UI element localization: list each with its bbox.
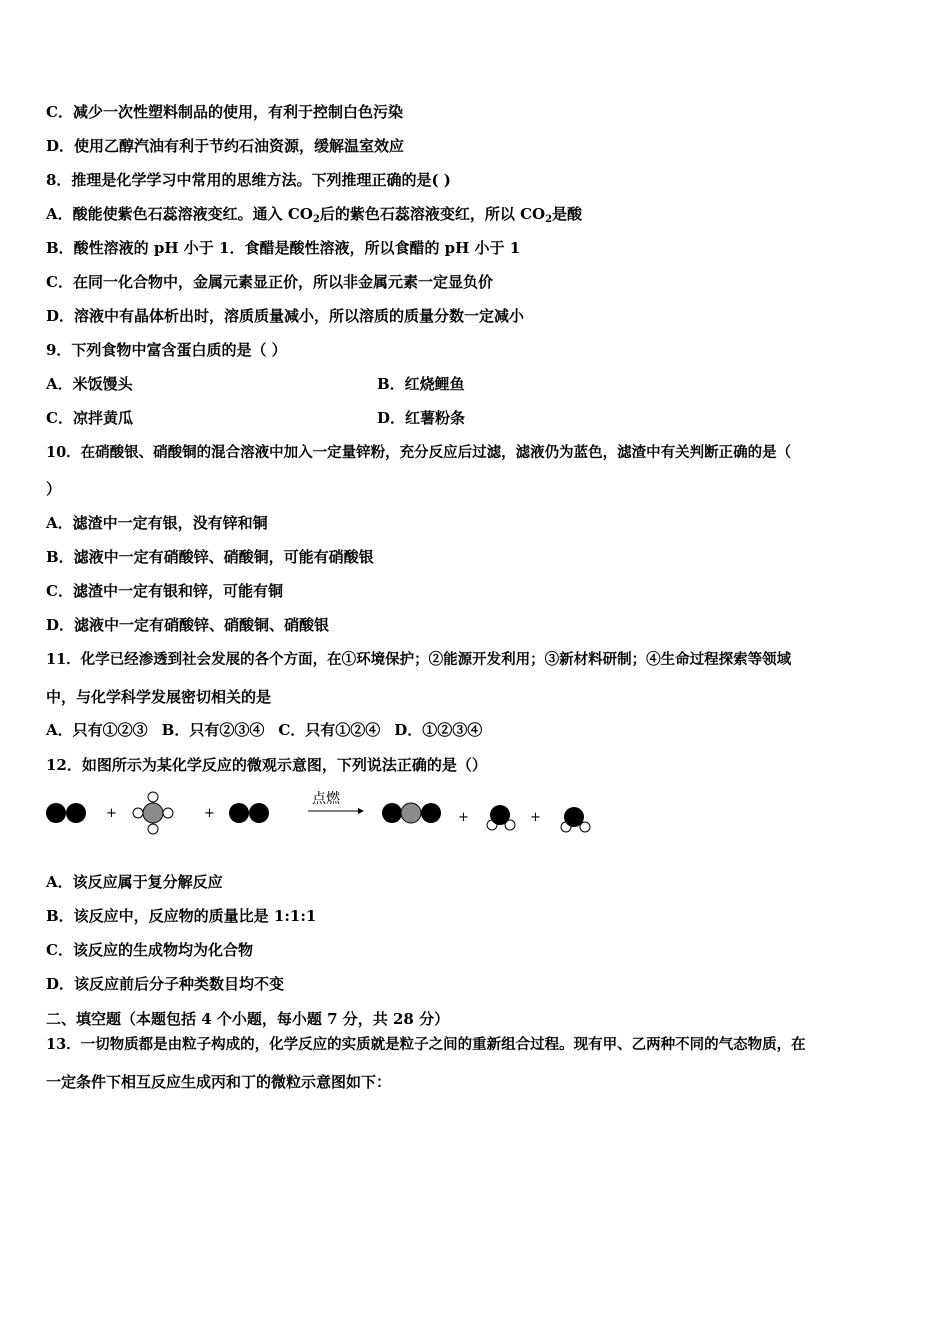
q10-stem-line1: 10．在硝酸银、硝酸铜的混合溶液中加入一定量锌粉，充分反应后过滤，滤液仍为蓝色，滤渣中有关判断正确的是（ [46,444,792,461]
q9-option-d: D．红薯粉条 [377,409,466,427]
q10-stem-line2: ） [46,480,62,498]
q11-options [46,720,482,740]
q9-option-c: C．凉拌黄瓜 [46,409,133,427]
q13-stem-line1: 13．一切物质都是由粒子构成的，化学反应的实质就是粒子之间的重新组合过程。现有甲、乙两种不同的气态物质，在 [46,1036,806,1053]
plus-sign-3: + [458,810,469,825]
q11-option-a: A．只有①②③ [46,721,148,739]
molecule-black-diatomic-1 [46,803,86,823]
molecule-black-diatomic-2 [229,803,269,823]
q12-option-b: B．该反应中，反应物的质量比是 1:1:1 [46,907,317,925]
q11-stem-line2: 中，与化学科学发展密切相关的是 [46,688,272,706]
reaction-arrow [308,790,364,814]
q8-option-b: B．酸性溶液的 pH 小于 1．食醋是酸性溶液，所以食醋的 pH 小于 1 [46,239,521,257]
q9-option-b: B．红烧鲤鱼 [377,375,465,393]
q7-option-d: D．使用乙醇汽油有利于节约石油资源，缓解温室效应 [46,137,405,155]
arrow-label: 点燃 [312,791,340,807]
q11-option-d: D．①②③④ [394,721,483,739]
q8-option-c: C．在同一化合物中，金属元素显正价，所以非金属元素一定显负价 [46,273,493,291]
q8-stem: 8．推理是化学学习中常用的思维方法。下列推理正确的是( ) [46,171,451,189]
q11-stem-line1: 11．化学已经渗透到社会发展的各个方面，在①环境保护；②能源开发利用；③新材料研制；④生命过程探索等领域 [46,651,792,668]
plus-sign-1: + [106,806,117,821]
molecule-water-2 [561,807,590,832]
q7-option-c: C．减少一次性塑料制品的使用，有利于控制白色污染 [46,103,403,121]
molecule-grey-tetra [133,792,173,834]
q8-option-a: A．酸能使紫色石蕊溶液变红。通入 $CO_2$后的紫色石蕊溶液变红，所以 $CO_2$是酸 [46,205,583,225]
q11-option-b: B．只有②③④ [161,721,265,739]
q11-option-c: C．只有①②④ [278,721,381,739]
molecule-water-1 [487,805,515,830]
q9-option-a: A．米饭馒头 [46,375,133,393]
reaction-diagram [40,785,610,845]
plus-sign-4: + [530,810,541,825]
molecule-black-grey-black [382,803,441,823]
plus-sign-2: + [204,806,215,821]
section2-heading: 二、填空题（本题包括 4 个小题，每小题 7 分，共 28 分） [46,1010,450,1028]
q9-stem: 9．下列食物中富含蛋白质的是（ ） [46,341,287,359]
q8-option-d: D．溶液中有晶体析出时，溶质质量减小，所以溶质的质量分数一定减小 [46,307,525,325]
q12-option-c: C．该反应的生成物均为化合物 [46,941,253,959]
q10-option-d: D．滤液中一定有硝酸锌、硝酸铜、硝酸银 [46,616,330,634]
q10-option-c: C．滤渣中一定有银和锌，可能有铜 [46,582,283,600]
q13-stem-line2: 一定条件下相互反应生成丙和丁的微粒示意图如下： [46,1073,392,1091]
q12-option-a: A．该反应属于复分解反应 [46,873,223,891]
q10-option-a: A．滤渣中一定有银，没有锌和铜 [46,514,268,532]
q12-stem: 12．如图所示为某化学反应的微观示意图，下列说法正确的是（） [46,756,487,774]
q10-option-b: B．滤液中一定有硝酸锌、硝酸铜，可能有硝酸银 [46,548,374,566]
q12-option-d: D．该反应前后分子种类数目均不变 [46,975,285,993]
